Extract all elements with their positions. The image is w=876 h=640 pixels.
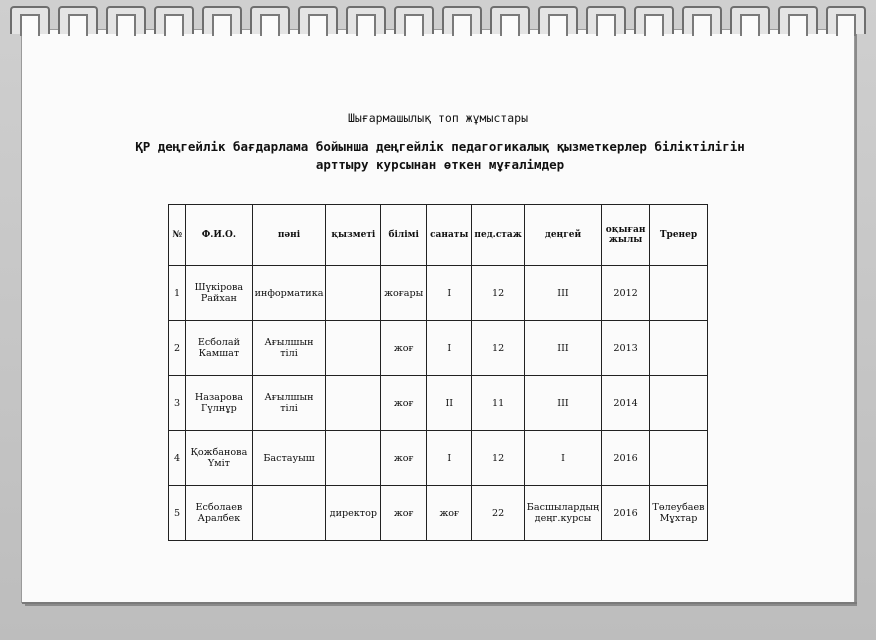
teachers-table bbox=[168, 204, 708, 541]
header-number: № bbox=[169, 205, 186, 266]
cell-subject: Ағылшын тілі bbox=[252, 321, 326, 376]
cell-education: жоғ bbox=[381, 431, 427, 486]
binding-ring bbox=[106, 6, 146, 34]
cell-trainer bbox=[650, 266, 708, 321]
cell-subject: Бастауыш bbox=[252, 431, 326, 486]
cell-subject: Ағылшын тілі bbox=[252, 376, 326, 431]
header-experience: пед.стаж bbox=[472, 205, 524, 266]
cell-fullname: Қожбанова Үміт bbox=[186, 431, 252, 486]
cell-year: 2013 bbox=[602, 321, 650, 376]
cell-experience: 12 bbox=[472, 431, 524, 486]
cell-position bbox=[326, 431, 381, 486]
cell-category: І bbox=[427, 321, 472, 376]
cell-subject: информатика bbox=[252, 266, 326, 321]
cell-number: 2 bbox=[169, 321, 186, 376]
header-fullname: Ф.И.О. bbox=[186, 205, 252, 266]
cell-year: 2014 bbox=[602, 376, 650, 431]
subtitle-line-1: ҚР деңгейлік бағдарлама бойынша деңгейлік педагогикалық қызметкерлер біліктілігін bbox=[135, 139, 745, 154]
cell-experience: 12 bbox=[472, 321, 524, 376]
cell-level: ІІІ bbox=[524, 266, 601, 321]
cell-trainer: Төлеубаев Мұхтар bbox=[650, 486, 708, 541]
cell-education: жоғ bbox=[381, 376, 427, 431]
binding-ring bbox=[538, 6, 578, 34]
cell-level: ІІІ bbox=[524, 321, 601, 376]
table-header-row bbox=[169, 205, 708, 266]
binding-ring bbox=[394, 6, 434, 34]
document-title: Шығармашылық топ жұмыстары bbox=[347, 111, 528, 125]
cell-category: жоғ bbox=[427, 486, 472, 541]
binding-ring bbox=[586, 6, 626, 34]
binding-ring bbox=[730, 6, 770, 34]
binding-ring bbox=[682, 6, 722, 34]
cell-position bbox=[326, 321, 381, 376]
binding-ring bbox=[346, 6, 386, 34]
cell-experience: 22 bbox=[472, 486, 524, 541]
cell-fullname: Есболаев Аралбек bbox=[186, 486, 252, 541]
cell-year: 2016 bbox=[602, 431, 650, 486]
cell-trainer bbox=[650, 431, 708, 486]
header-category: санаты bbox=[427, 205, 472, 266]
header-level: деңгей bbox=[524, 205, 601, 266]
cell-fullname: Назарова Гүлнұр bbox=[186, 376, 252, 431]
cell-trainer bbox=[650, 376, 708, 431]
header-year: оқыған жылы bbox=[602, 205, 650, 266]
cell-category: І bbox=[427, 431, 472, 486]
table-row bbox=[169, 486, 708, 541]
document-subtitle bbox=[70, 138, 810, 174]
binding-ring bbox=[634, 6, 674, 34]
cell-number: 4 bbox=[169, 431, 186, 486]
cell-position: директор bbox=[326, 486, 381, 541]
binding-ring bbox=[442, 6, 482, 34]
binding-ring bbox=[202, 6, 242, 34]
cell-number: 1 bbox=[169, 266, 186, 321]
cell-level: І bbox=[524, 431, 601, 486]
cell-year: 2016 bbox=[602, 486, 650, 541]
cell-fullname: Шүкірова Райхан bbox=[186, 266, 252, 321]
cell-education: жоғ bbox=[381, 321, 427, 376]
cell-category: ІІ bbox=[427, 376, 472, 431]
header-trainer: Тренер bbox=[650, 205, 708, 266]
table-row bbox=[169, 321, 708, 376]
cell-education: жоғары bbox=[381, 266, 427, 321]
binding-ring bbox=[10, 6, 50, 34]
cell-level: Басшылардың деңг.курсы bbox=[524, 486, 601, 541]
cell-education: жоғ bbox=[381, 486, 427, 541]
page-edge-shadow bbox=[22, 602, 857, 604]
cell-number: 3 bbox=[169, 376, 186, 431]
binding-ring bbox=[490, 6, 530, 34]
cell-fullname: Есболай Камшат bbox=[186, 321, 252, 376]
header-subject: пәні bbox=[252, 205, 326, 266]
binding-ring bbox=[250, 6, 290, 34]
cell-position bbox=[326, 266, 381, 321]
binding-ring bbox=[154, 6, 194, 34]
cell-number: 5 bbox=[169, 486, 186, 541]
cell-year: 2012 bbox=[602, 266, 650, 321]
binding-ring bbox=[58, 6, 98, 34]
table-row bbox=[169, 431, 708, 486]
cell-position bbox=[326, 376, 381, 431]
cell-experience: 12 bbox=[472, 266, 524, 321]
header-position: қызметі bbox=[326, 205, 381, 266]
binding-ring bbox=[778, 6, 818, 34]
subtitle-line-2: арттыру курсынан өткен мұғалімдер bbox=[315, 157, 565, 172]
table-row bbox=[169, 266, 708, 321]
cell-trainer bbox=[650, 321, 708, 376]
cell-experience: 11 bbox=[472, 376, 524, 431]
header-education: білімі bbox=[381, 205, 427, 266]
spiral-binding bbox=[0, 0, 876, 44]
cell-category: І bbox=[427, 266, 472, 321]
binding-ring bbox=[298, 6, 338, 34]
binding-ring bbox=[826, 6, 866, 34]
table-row bbox=[169, 376, 708, 431]
cell-subject bbox=[252, 486, 326, 541]
cell-level: ІІІ bbox=[524, 376, 601, 431]
